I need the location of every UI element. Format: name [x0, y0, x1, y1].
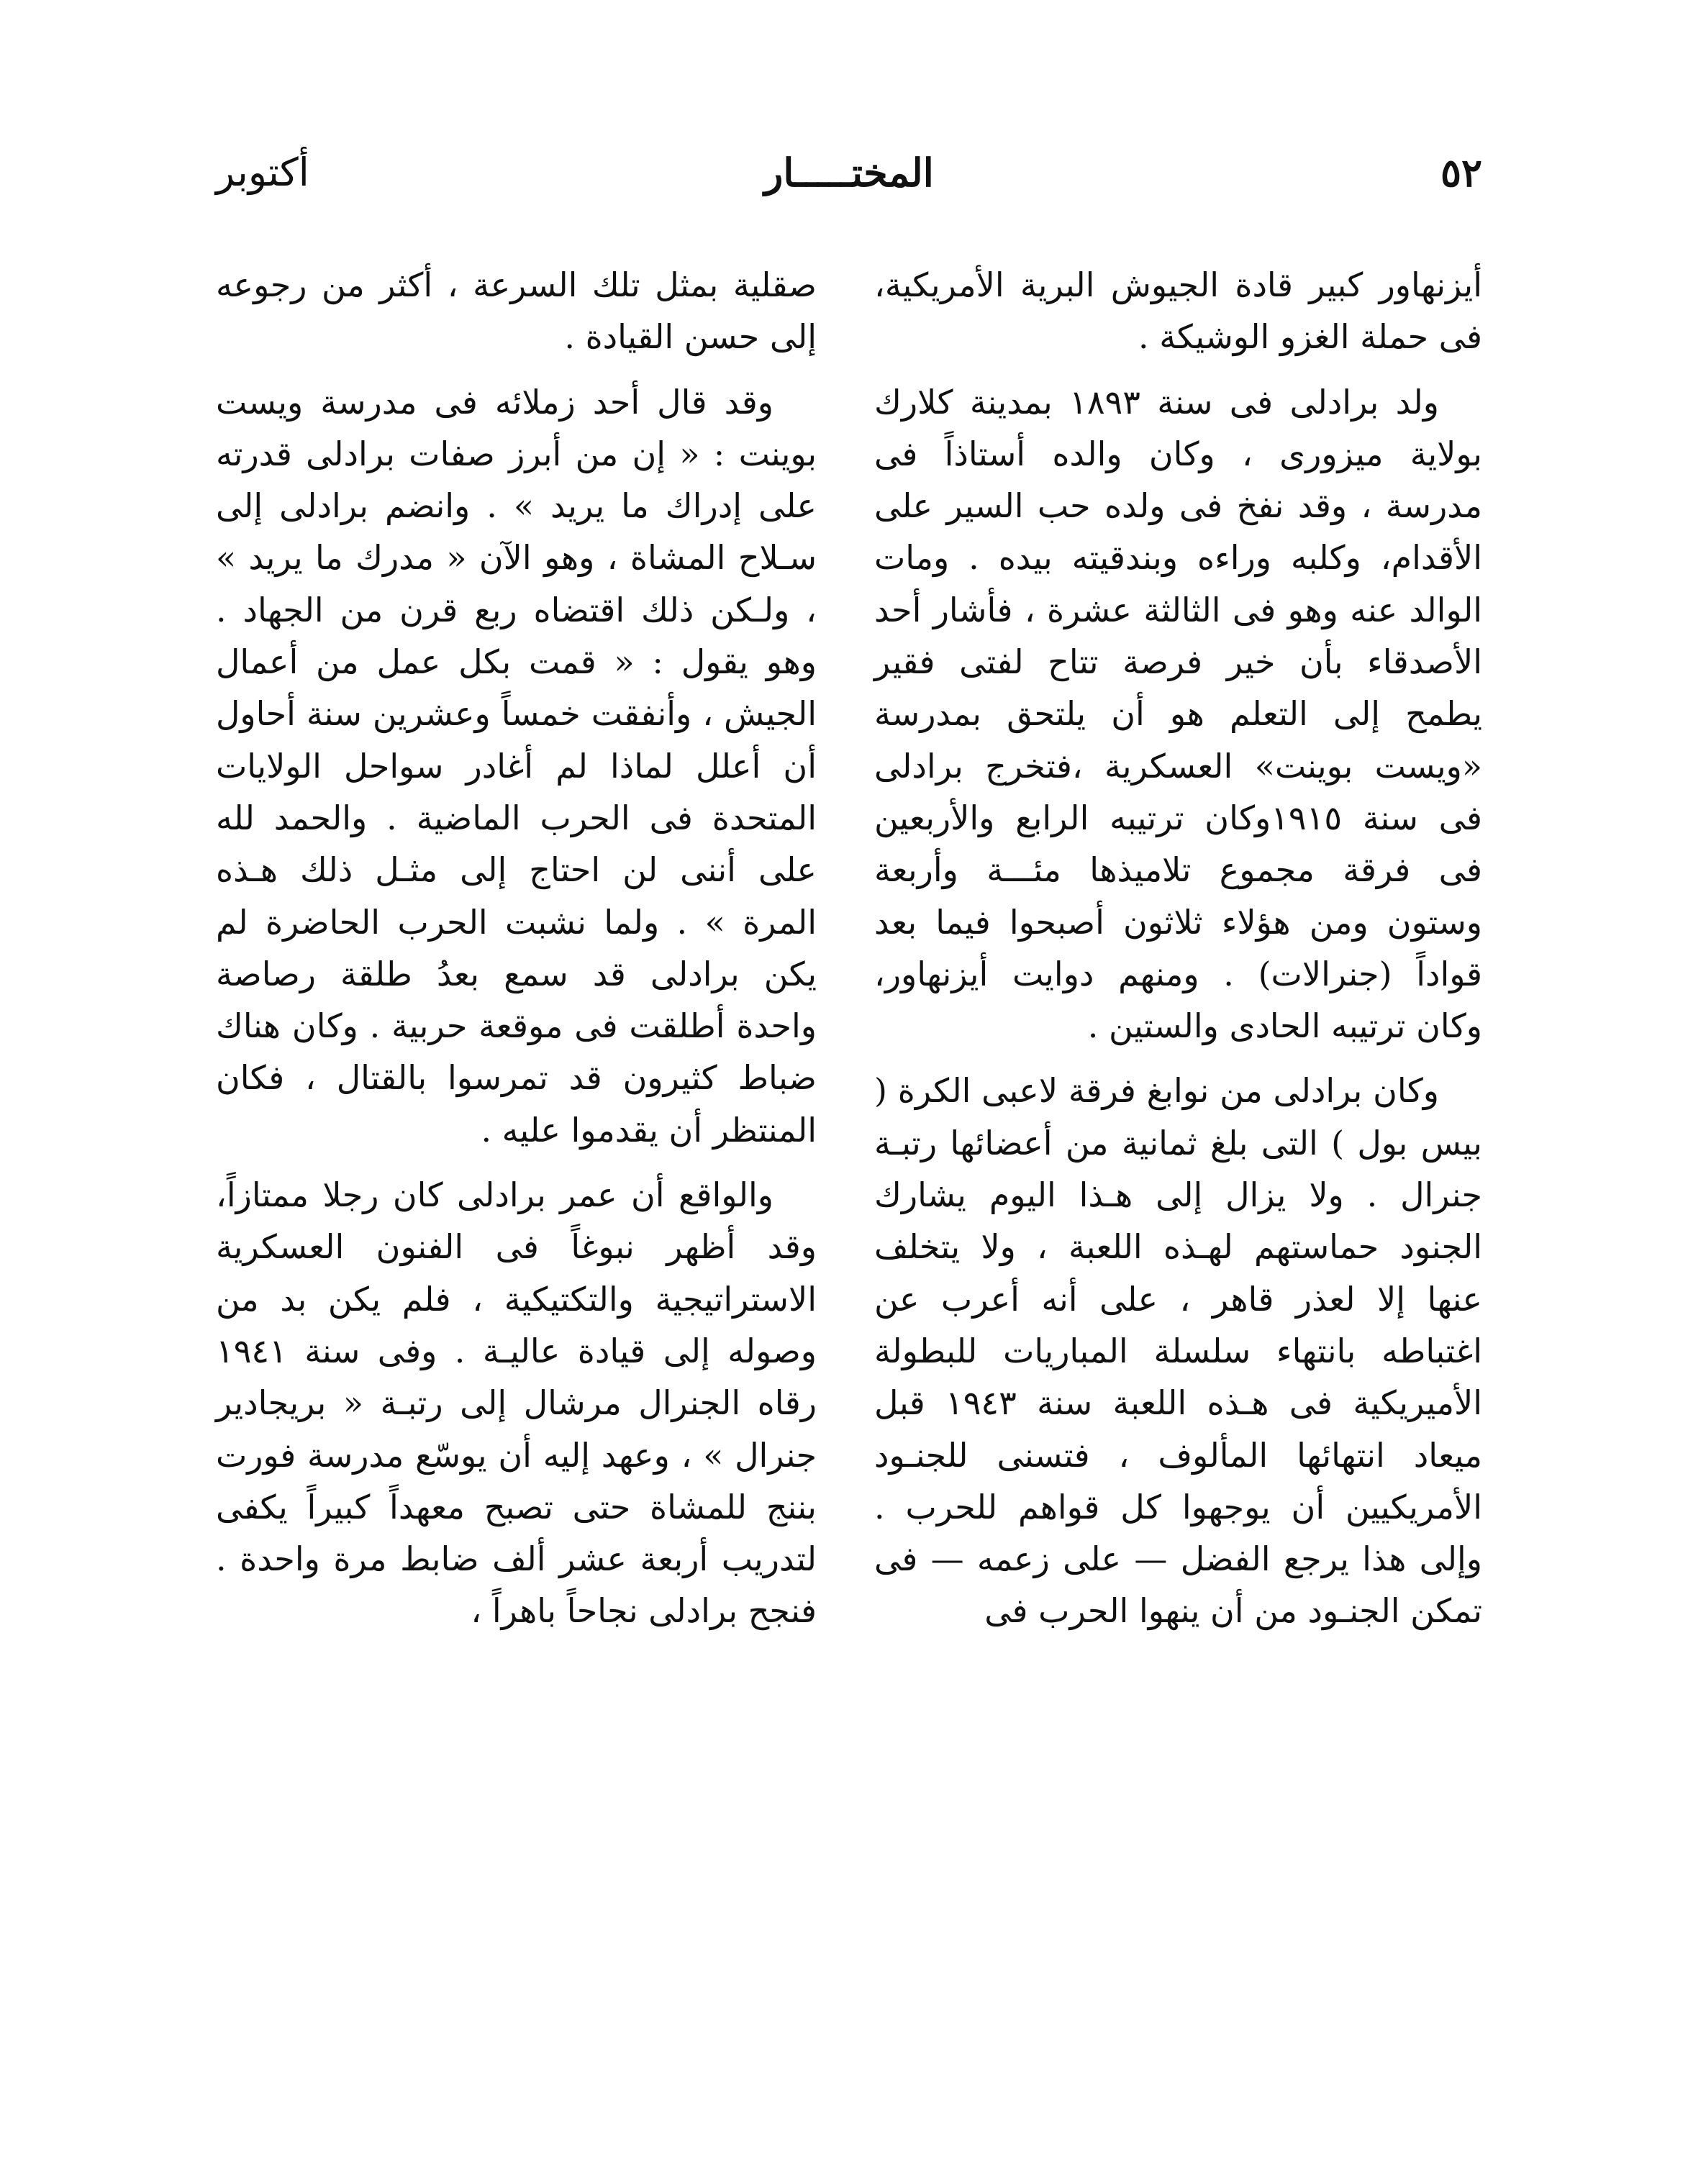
- magazine-title: المختـــــار: [764, 150, 934, 196]
- paragraph: ولد برادلى فى سنة ١٨٩٣ بمدينة كلارك بولاية ميزورى ، وكان والده أستاذاً فى مدرسة ، وقد نفخ فى ولده حب السير على الأقدام، وكلبه وراءه وبندقيته بيده . ومات الوالد عنه وهو فى الثالثة عشرة ، فأشار أحد الأصدقاء بأن خير فرصة تتاح لفتى فقير يطمح إلى التعلم هو أن يلتحق بمدرسة «ويست بوينت» العسكرية ،فتخرج برادلى فى سنة ١٩١٥وكان ترتيبه الرابع والأربعين فى فرقة مجموع تلاميذها مئـــة وأربعة وستون ومن هؤلاء ثلاثون أصبحوا فيما بعد قواداً (جنرالات) . ومنهم دوايت أيزنهاور، وكان ترتيبه الحادى والستين .: [874, 382, 1483, 1046]
- paragraph: صقلية بمثل تلك السرعة ، أكثر من رجوعه إلى حسن القيادة .: [216, 265, 817, 357]
- left-text-column: [216, 259, 817, 1650]
- paragraph: أيزنهاور كبير قادة الجيوش البرية الأمريكية، فى حملة الغزو الوشيكة .: [874, 265, 1482, 357]
- paragraph: وقد قال أحد زملائه فى مدرسة ويست بوينت : « إن من أبرز صفات برادلى قدرته على إدراك ما يريد » . وانضم برادلى إلى سـلاح المشاة ، وهو الآن « مدرك ما يريد » ، ولـكن ذلك اقتضاه ربع قرن من الجهاد . وهو يقول : « قمت بكل عمل من أعمال الجيش ، وأنفقت خمساً وعشرين سنة أحاول أن أعلل لماذا لم أغادر سواحل الولايات المتحدة فى الحرب الماضية . والحمد لله على أننى لن احتاج إلى مثـل ذلك هـذه المرة » . ولما نشبت الحرب الحاضرة لم يكن برادلى قد سمع بعدُ طلقة رصاصة واحدة أطلقت فى موقعة حربية . وكان هناك ضباط كثيرون قد تمرسوا بالقتال ، فكان المنتظر أن يقدموا عليه .: [216, 382, 817, 1150]
- page-number: ٥٢: [1440, 150, 1482, 196]
- paragraph: وكان برادلى من نوابغ فرقة لاعبى الكرة ( بيس بول ) التى بلغ ثمانية من أعضائها رتبـة جنرال . ولا يزال إلى هـذا اليوم يشارك الجنود حماستهم لهـذه اللعبة ، ولا يتخلف عنها إلا لعذر قاهر ، على أنه أعرب عن اغتباطه بانتهاء سلسلة المباريات للبطولة الأميريكية فى هـذه اللعبة سنة ١٩٤٣ قبل ميعاد انتهائها المألوف ، فتسنى للجنـود الأمريكيين أن يوجهوا كل قواهم للحرب . وإلى هذا يرجع الفضل — على زعمه — فى تمكن الجنـود من أن ينهوا الحرب فى: [874, 1071, 1482, 1631]
- paragraph: والواقع أن عمر برادلى كان رجلا ممتازاً، وقد أظهر نبوغاً فى الفنون العسكرية الاستراتيجية والتكتيكية ، فلم يكن بد من وصوله إلى قيادة عاليـة . وفى سنة ١٩٤١ رقاه الجنرال مرشال إلى رتبـة « بريجادير جنرال » ، وعهد إليه أن يوسّع مدرسة فورت بننج للمشاة حتى تصبح معهداً كبيراً يكفى لتدريب أربعة عشر ألف ضابط مرة واحدة . فنجح برادلى نجاحاً باهراً ،: [216, 1175, 817, 1631]
- right-text-column: [874, 259, 1482, 1650]
- issue-month: أكتوبر: [216, 150, 309, 195]
- page-header: [216, 144, 1482, 223]
